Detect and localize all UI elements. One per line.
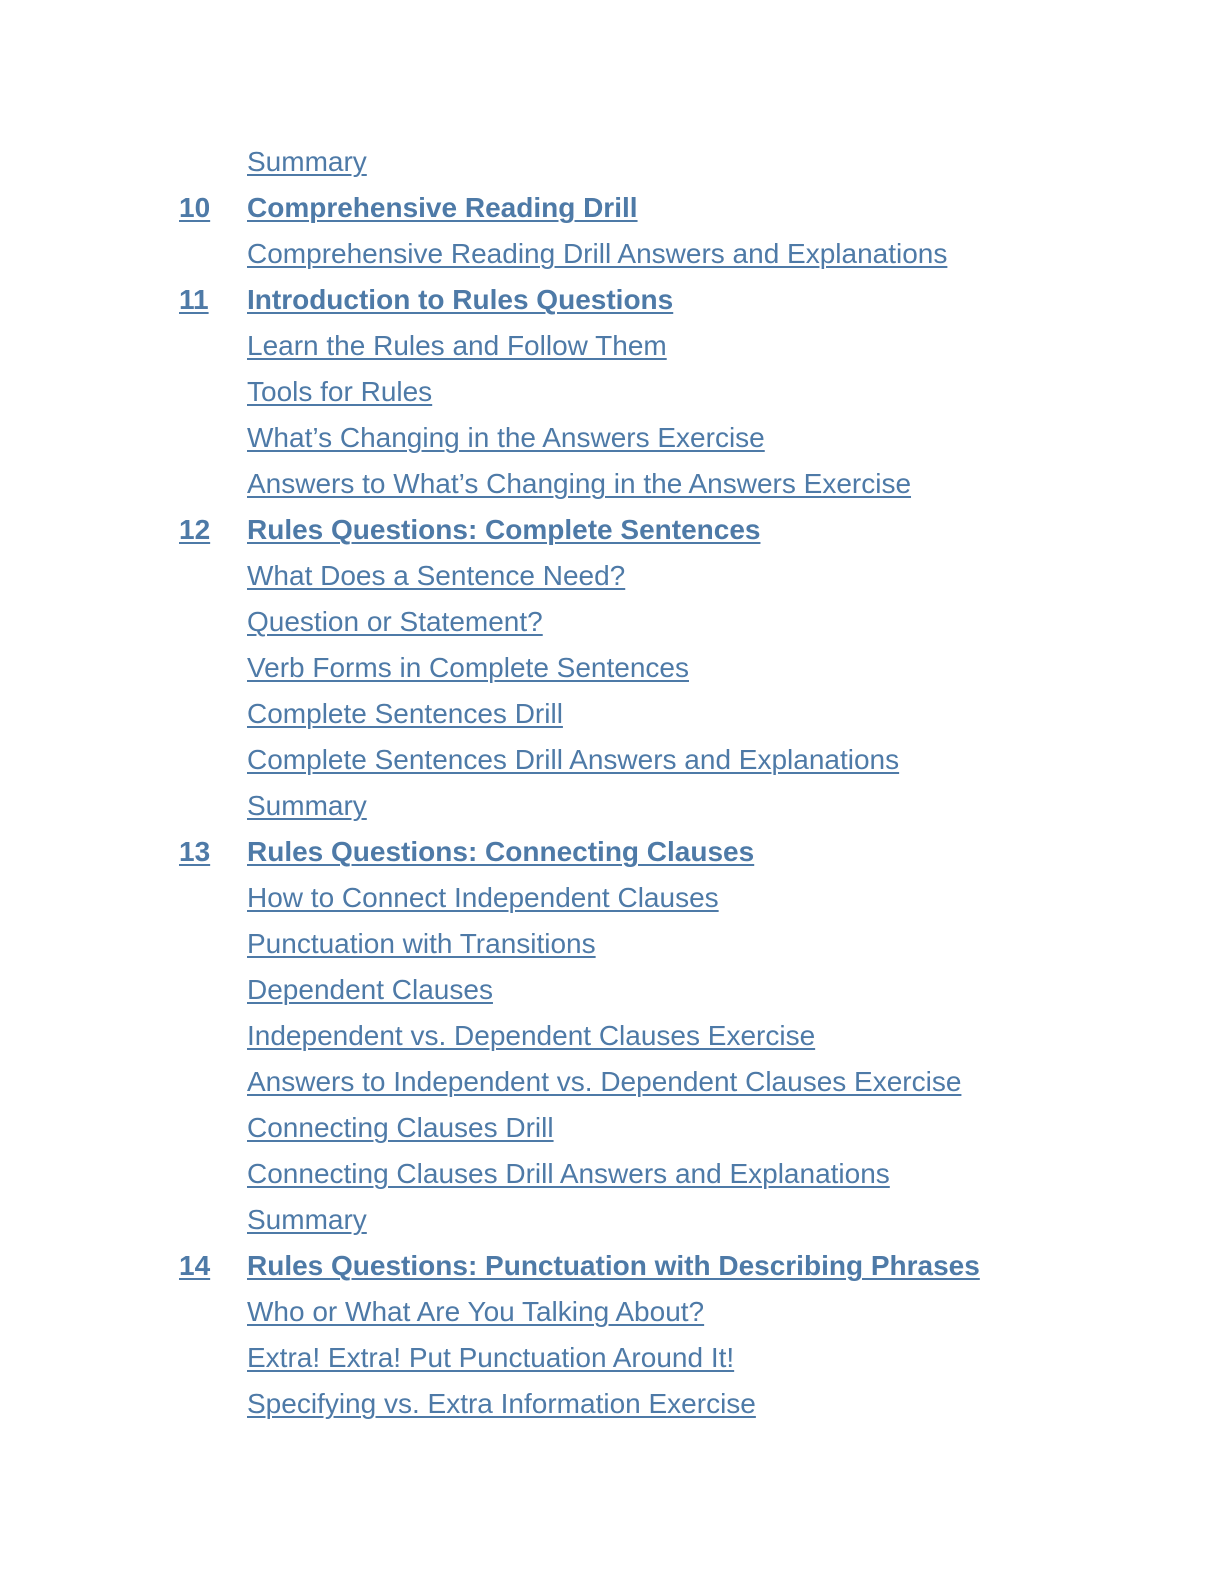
toc-chapter-number-link[interactable] [179,829,222,875]
toc-chapter-number: 10 [179,192,211,223]
toc-section-link[interactable]: Summary [247,1204,367,1235]
toc-section-link[interactable]: Dependent Clauses [247,974,493,1005]
toc-section-link[interactable]: Summary [247,790,367,821]
table-of-contents [0,139,1224,1427]
toc-section-row [0,783,1224,829]
toc-section-link[interactable]: Complete Sentences Drill [247,698,563,729]
toc-chapter-title-link[interactable]: Comprehensive Reading Drill [247,192,638,223]
toc-chapter-row [0,185,1224,231]
toc-section-link[interactable]: Answers to What’s Changing in the Answers Exercise [247,468,912,499]
toc-chapter-title-link[interactable]: Rules Questions: Connecting Clauses [247,836,755,867]
toc-section-row [0,645,1224,691]
toc-section-link[interactable]: Extra! Extra! Put Punctuation Around It! [247,1342,735,1373]
toc-section-link[interactable]: What’s Changing in the Answers Exercise [247,422,765,453]
toc-section-row [0,921,1224,967]
toc-section-row [0,415,1224,461]
toc-section-row [0,1013,1224,1059]
toc-section-row [0,1197,1224,1243]
toc-section-row [0,875,1224,921]
toc-chapter-number: 11 [179,284,209,315]
toc-chapter-row [0,507,1224,553]
toc-section-link[interactable]: Connecting Clauses Drill [247,1112,554,1143]
toc-section-link[interactable]: Answers to Independent vs. Dependent Clauses Exercise [247,1066,962,1097]
toc-chapter-number: 14 [179,1250,211,1281]
toc-chapter-number: 12 [179,514,211,545]
toc-section-row [0,967,1224,1013]
toc-section-row [0,323,1224,369]
toc-section-row [0,369,1224,415]
toc-chapter-row [0,829,1224,875]
toc-section-link[interactable]: Complete Sentences Drill Answers and Explanations [247,744,900,775]
toc-section-row [0,1105,1224,1151]
toc-chapter-number-link[interactable] [179,1243,222,1289]
toc-section-link[interactable]: Specifying vs. Extra Information Exercise [247,1388,756,1419]
toc-section-row [0,1335,1224,1381]
toc-section-row [0,231,1224,277]
toc-chapter-title-link[interactable]: Rules Questions: Complete Sentences [247,514,761,545]
toc-section-row [0,1059,1224,1105]
toc-section-link[interactable]: Summary [247,146,367,177]
toc-section-row [0,139,1224,185]
toc-section-link[interactable]: Verb Forms in Complete Sentences [247,652,689,683]
toc-chapter-row [0,277,1224,323]
toc-chapter-number: 13 [179,836,211,867]
toc-section-link[interactable]: Independent vs. Dependent Clauses Exercise [247,1020,816,1051]
toc-chapter-number-link[interactable] [179,185,222,231]
toc-section-row [0,461,1224,507]
toc-chapter-number-link[interactable] [179,507,222,553]
toc-section-link[interactable]: What Does a Sentence Need? [247,560,626,591]
toc-section-row [0,737,1224,783]
toc-section-row [0,1289,1224,1335]
toc-section-row [0,599,1224,645]
toc-chapter-title-link[interactable]: Rules Questions: Punctuation with Describing Phrases [247,1250,980,1281]
toc-section-row [0,1381,1224,1427]
toc-section-link[interactable]: Connecting Clauses Drill Answers and Explanations [247,1158,890,1189]
toc-section-link[interactable]: Punctuation with Transitions [247,928,596,959]
toc-section-link[interactable]: Comprehensive Reading Drill Answers and Explanations [247,238,948,269]
toc-chapter-number-link[interactable] [179,277,221,323]
toc-section-link[interactable]: Question or Statement? [247,606,543,637]
toc-section-row [0,1151,1224,1197]
toc-section-row [0,691,1224,737]
toc-section-link[interactable]: Who or What Are You Talking About? [247,1296,705,1327]
toc-section-link[interactable]: How to Connect Independent Clauses [247,882,719,913]
toc-section-link[interactable]: Tools for Rules [247,376,433,407]
toc-chapter-row [0,1243,1224,1289]
toc-section-link[interactable]: Learn the Rules and Follow Them [247,330,667,361]
toc-section-row [0,553,1224,599]
toc-chapter-title-link[interactable]: Introduction to Rules Questions [247,284,674,315]
